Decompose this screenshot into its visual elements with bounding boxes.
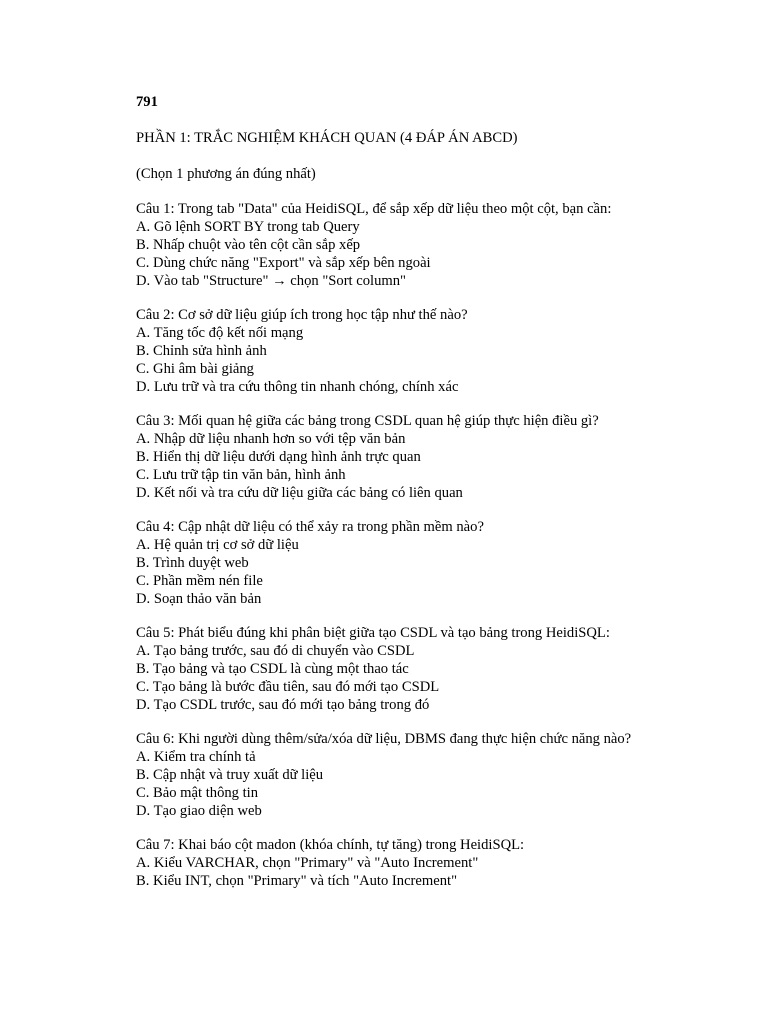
question-block [136, 412, 656, 502]
question-text: Câu 2: Cơ sở dữ liệu giúp ích trong học tập như thế nào? [136, 307, 468, 323]
question-text: Câu 3: Mối quan hệ giữa các bảng trong CSDL quan hệ giúp thực hiện điều gì? [136, 413, 599, 429]
question-block [136, 624, 656, 714]
answer-option: D. Lưu trữ và tra cứu thông tin nhanh chóng, chính xác [136, 379, 459, 395]
answer-option: B. Nhấp chuột vào tên cột cần sắp xếp [136, 237, 361, 253]
exam-page [136, 92, 656, 890]
exam-code: 791 [136, 94, 158, 110]
question-block [136, 518, 656, 608]
answer-option: A. Nhập dữ liệu nhanh hơn so với tệp văn bản [136, 431, 406, 447]
question-block [136, 730, 656, 820]
answer-option: A. Kiểm tra chính tả [136, 749, 256, 765]
answer-option: C. Bảo mật thông tin [136, 785, 259, 801]
question-block [136, 836, 656, 890]
question-text: Câu 7: Khai báo cột madon (khóa chính, tự tăng) trong HeidiSQL: [136, 837, 525, 853]
answer-option: D. Kết nối và tra cứu dữ liệu giữa các bảng có liên quan [136, 485, 463, 501]
answer-option: C. Tạo bảng là bước đầu tiên, sau đó mới tạo CSDL [136, 679, 440, 695]
section-title: PHẦN 1: TRẮC NGHIỆM KHÁCH QUAN (4 ĐÁP ÁN ABCD) [136, 130, 518, 146]
answer-option: C. Ghi âm bài giảng [136, 361, 254, 377]
answer-option: B. Tạo bảng và tạo CSDL là cùng một thao tác [136, 661, 409, 677]
answer-option: B. Trình duyệt web [136, 555, 249, 571]
answer-option: B. Hiển thị dữ liệu dưới dạng hình ảnh trực quan [136, 449, 421, 465]
question-list [136, 200, 656, 890]
answer-option: B. Cập nhật và truy xuất dữ liệu [136, 767, 324, 783]
answer-option: B. Chỉnh sửa hình ảnh [136, 343, 267, 359]
answer-option: A. Tạo bảng trước, sau đó di chuyển vào CSDL [136, 643, 415, 659]
answer-option: B. Kiểu INT, chọn "Primary" và tích "Auto Increment" [136, 873, 458, 889]
answer-option: C. Phần mềm nén file [136, 573, 263, 589]
answer-option: D. Vào tab "Structure" → chọn "Sort column" [136, 273, 406, 289]
answer-option: A. Kiểu VARCHAR, chọn "Primary" và "Auto Increment" [136, 855, 479, 871]
answer-option: A. Hệ quản trị cơ sở dữ liệu [136, 537, 299, 553]
answer-option: A. Tăng tốc độ kết nối mạng [136, 325, 304, 341]
question-block [136, 306, 656, 396]
question-text: Câu 5: Phát biểu đúng khi phân biệt giữa tạo CSDL và tạo bảng trong HeidiSQL: [136, 625, 610, 641]
instruction-text: (Chọn 1 phương án đúng nhất) [136, 166, 316, 182]
question-block [136, 200, 656, 290]
answer-option: D. Tạo CSDL trước, sau đó mới tạo bảng trong đó [136, 697, 430, 713]
answer-option: D. Soạn thảo văn bản [136, 591, 262, 607]
answer-option: C. Lưu trữ tập tin văn bản, hình ảnh [136, 467, 346, 483]
question-text: Câu 6: Khi người dùng thêm/sửa/xóa dữ liệu, DBMS đang thực hiện chức năng nào? [136, 731, 632, 747]
answer-option: D. Tạo giao diện web [136, 803, 262, 819]
answer-option: C. Dùng chức năng "Export" và sắp xếp bên ngoài [136, 255, 431, 271]
question-text: Câu 4: Cập nhật dữ liệu có thể xảy ra trong phần mềm nào? [136, 519, 484, 535]
question-text: Câu 1: Trong tab "Data" của HeidiSQL, để sắp xếp dữ liệu theo một cột, bạn cần: [136, 201, 612, 217]
answer-option: A. Gõ lệnh SORT BY trong tab Query [136, 219, 360, 235]
